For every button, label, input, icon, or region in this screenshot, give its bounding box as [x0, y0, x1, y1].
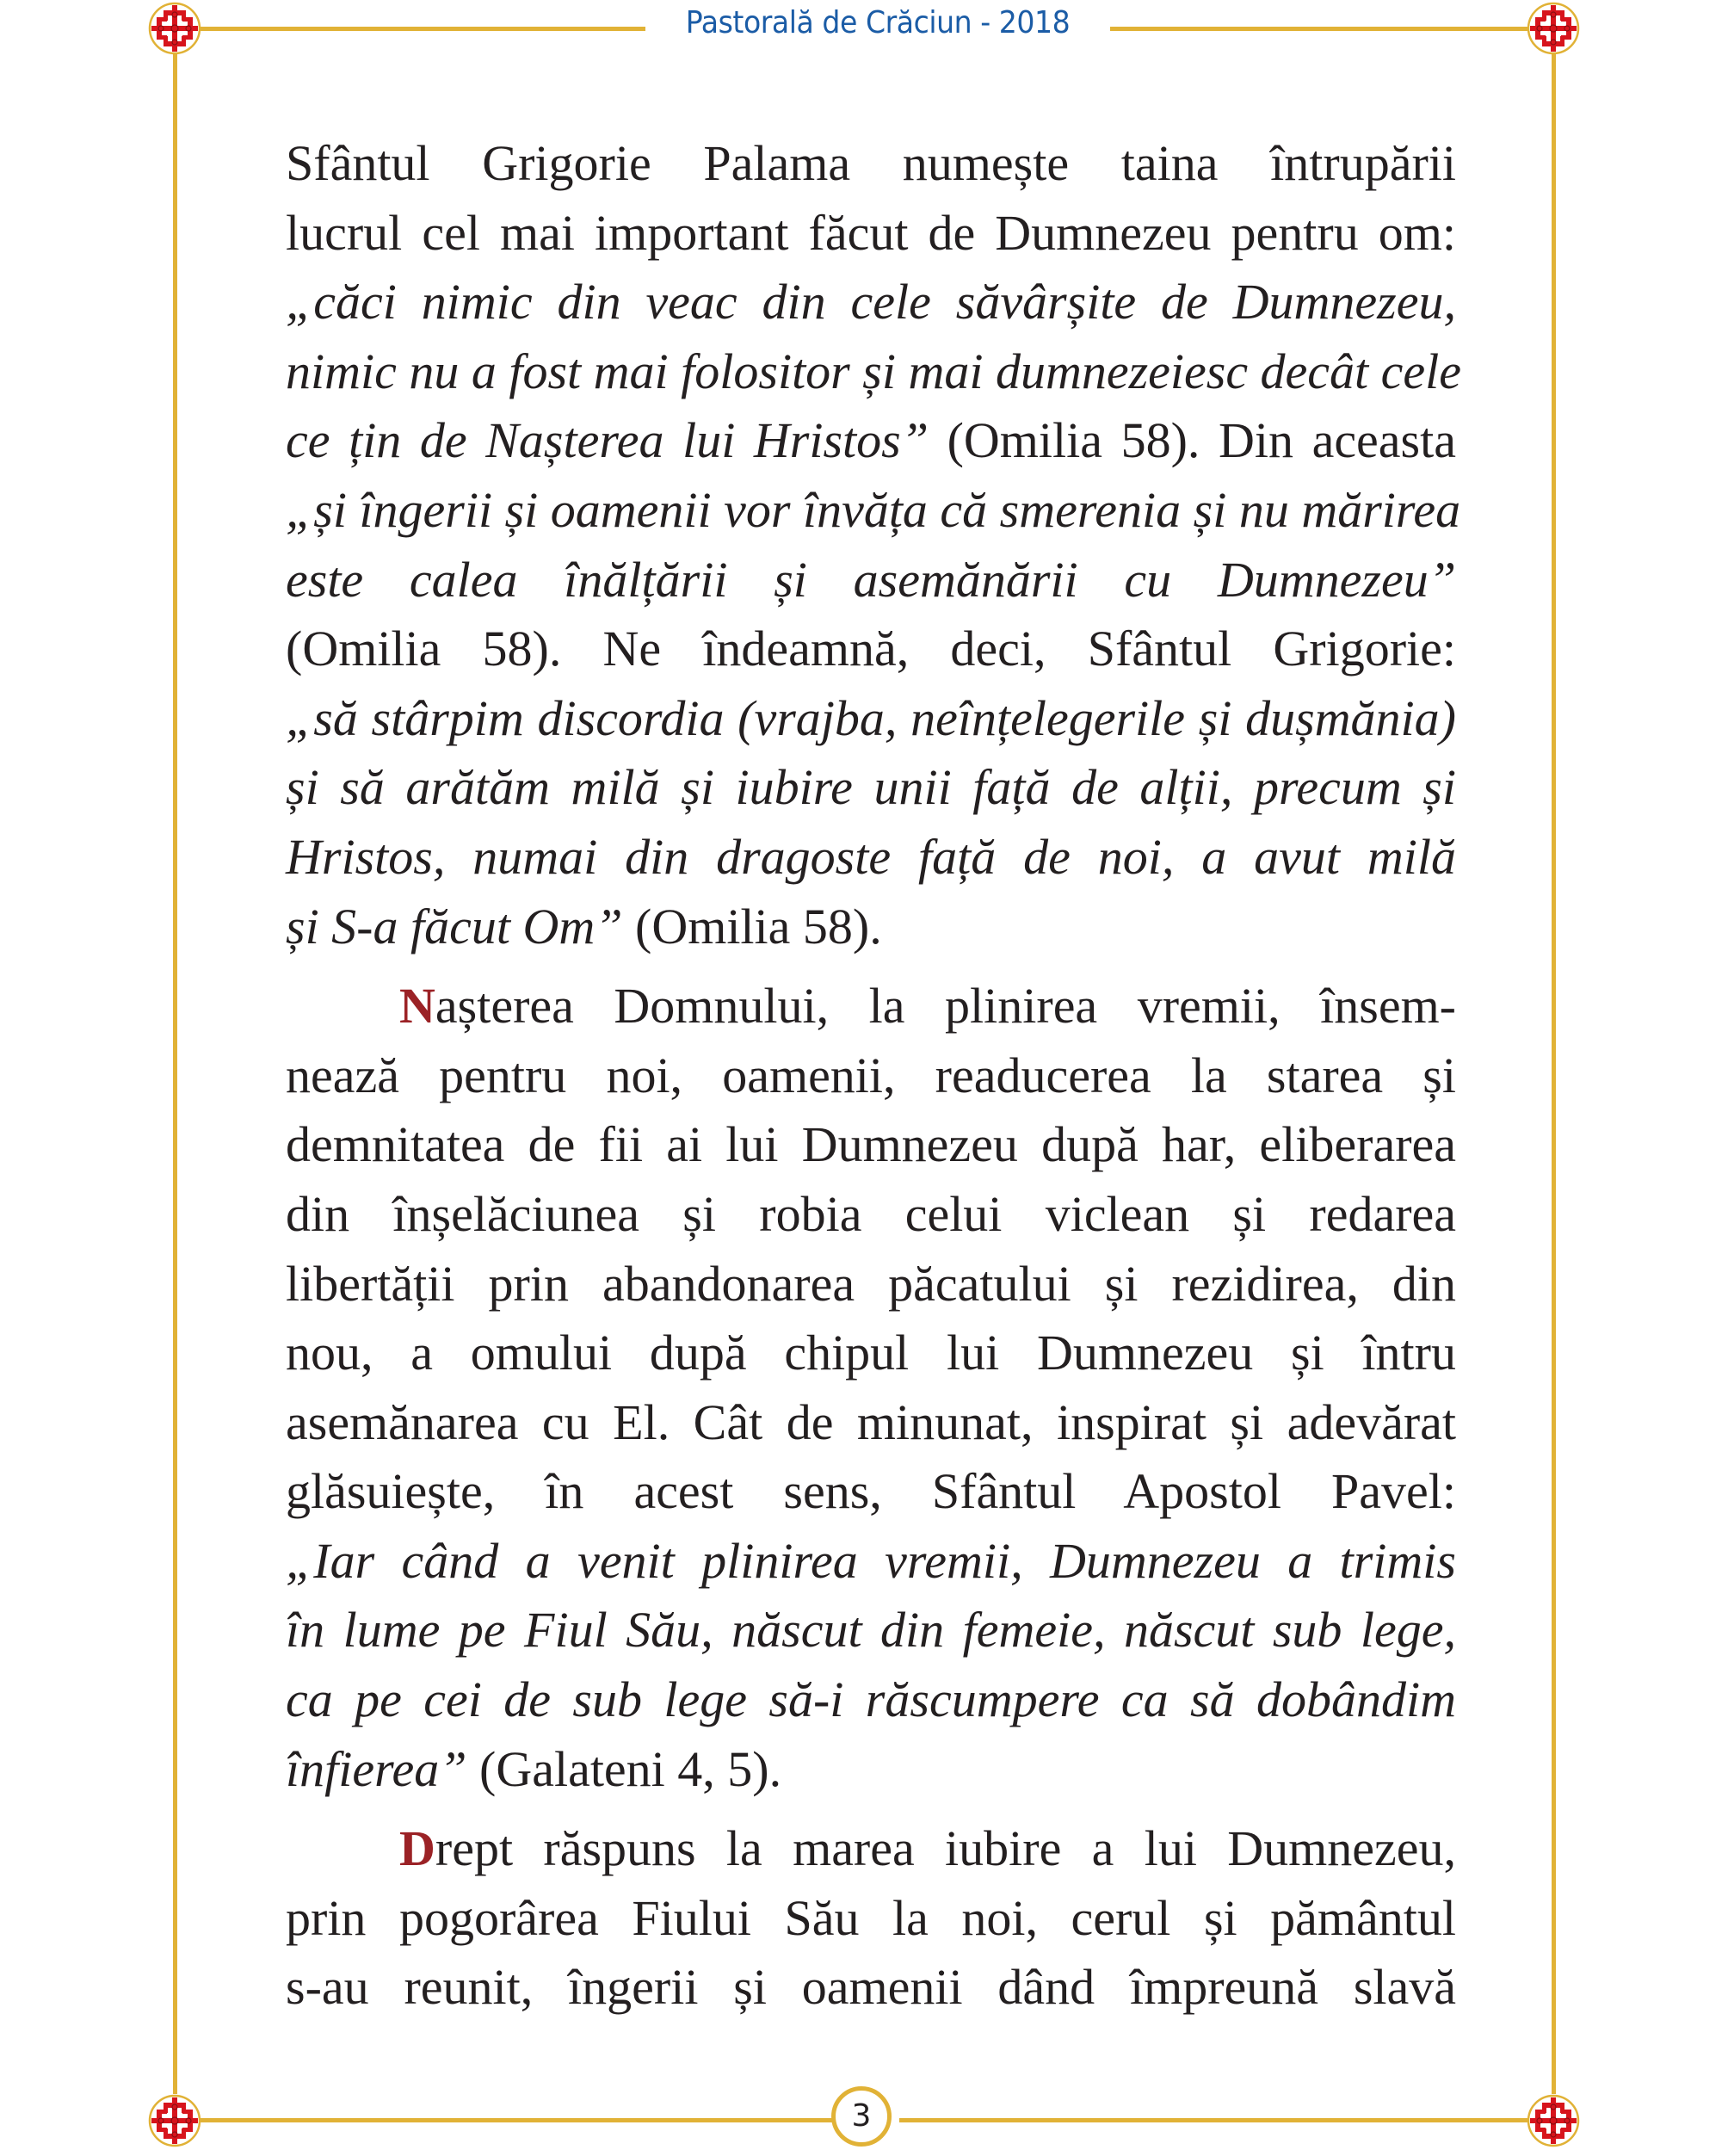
paragraph-gap: [286, 1804, 1456, 1814]
quote-line: Hristos, numai din dragoste față de noi, a avut milă: [286, 828, 1456, 885]
citation-fragment: (Galateni 4, 5).: [466, 1740, 782, 1797]
quote-line: este calea înălțării și asemănării cu Dumnezeu”: [286, 551, 1456, 608]
jerusalem-cross-icon: [1527, 2, 1580, 55]
quote-line: „să stârpim discordia (vrajba, neînțelegerile și dușmănia): [286, 689, 1456, 746]
quote-line: nimic nu a fost mai folositor și mai dumnezeiesc decât cele: [286, 343, 1462, 399]
initial-letter: N: [399, 978, 435, 1035]
frame-bottom-right-line: [899, 2118, 1527, 2122]
text-line: [286, 1735, 1456, 1805]
text-line: glăsuiește, în acest sens, Sfântul Apostol Pavel:: [286, 1463, 1456, 1520]
frame-left-line: [173, 54, 177, 2094]
paragraph-3: [286, 1814, 1456, 2023]
frame-right-line: [1552, 54, 1556, 2094]
text-line: asemănarea cu El. Cât de minunat, inspirat și adevărat: [286, 1393, 1456, 1450]
quote-line: în lume pe Fiul Său, născut din femeie, născut sub lege,: [286, 1602, 1456, 1659]
text-line: [286, 893, 1456, 962]
quote-line: „Iar când a venit plinirea vremii, Dumnezeu a trimis: [286, 1532, 1456, 1589]
running-header-title: Pastorală de Crăciun - 2018: [685, 5, 1071, 40]
text-line: demnitatea de fii ai lui Dumnezeu după har, eliberarea: [286, 1116, 1456, 1173]
quote-line: „și îngerii și oamenii vor învăța că smerenia și nu mărirea: [286, 481, 1461, 538]
jerusalem-cross-icon: [148, 2094, 201, 2147]
text-line: prin pogorârea Fiului Său la noi, cerul și pământul: [286, 1889, 1456, 1946]
text-line: nează pentru noi, oamenii, readucerea la starea și: [286, 1047, 1456, 1103]
text-line: lucrul cel mai important făcut de Dumnezeu pentru om:: [286, 204, 1456, 261]
text-line: (Omilia 58). Ne îndeamnă, deci, Sfântul Grigorie:: [286, 621, 1456, 677]
paragraph-1: [286, 129, 1462, 961]
frame-top-left-line: [201, 27, 645, 31]
jerusalem-cross-icon: [1527, 2094, 1580, 2147]
text-line: libertății prin abandonarea păcatului și rezidirea, din: [286, 1255, 1456, 1312]
quote-line: ca pe cei de sub lege să-i răscumpere ca să dobândim: [286, 1671, 1456, 1728]
text-line: din înșelăciunea și robia celui viclean și redarea: [286, 1185, 1456, 1242]
text-line: [286, 406, 1456, 476]
text-line: nou, a omului după chipul lui Dumnezeu și întru: [286, 1325, 1456, 1381]
quote-fragment: și S-a făcut Om”: [286, 898, 623, 954]
text-line: [286, 1814, 1456, 1884]
text-fragment: rept răspuns la marea iubire a lui Dumnezeu,: [435, 1820, 1456, 1877]
text-line: Sfântul Grigorie Palama numește taina întrupării: [286, 135, 1456, 191]
citation-fragment: (Omilia 58). Din aceasta: [929, 412, 1456, 469]
paragraph-2: [286, 972, 1456, 1804]
page-number-badge: [831, 2086, 892, 2147]
text-line: [286, 972, 1456, 1041]
frame-top-right-line: [1110, 27, 1527, 31]
frame-bottom-left-line: [201, 2118, 833, 2122]
quote-fragment: înfierea”: [286, 1740, 467, 1797]
citation-fragment: (Omilia 58).: [622, 898, 882, 954]
quote-line: „căci nimic din veac din cele săvârșite de Dumnezeu,: [286, 274, 1456, 331]
text-fragment: așterea Domnului, la plinirea vremii, însem-: [435, 978, 1456, 1035]
jerusalem-cross-icon: [148, 2, 201, 55]
quote-line: și să arătăm milă și iubire unii față de alții, precum și: [286, 759, 1456, 816]
page-number: 3: [851, 2098, 872, 2134]
quote-fragment: ce țin de Nașterea lui Hristos”: [286, 412, 929, 469]
text-line: s-au reunit, îngerii și oamenii dând împreună slavă: [286, 1959, 1456, 2016]
body-text: [286, 129, 1462, 2023]
paragraph-gap: [286, 961, 1456, 972]
initial-letter: D: [399, 1820, 435, 1877]
